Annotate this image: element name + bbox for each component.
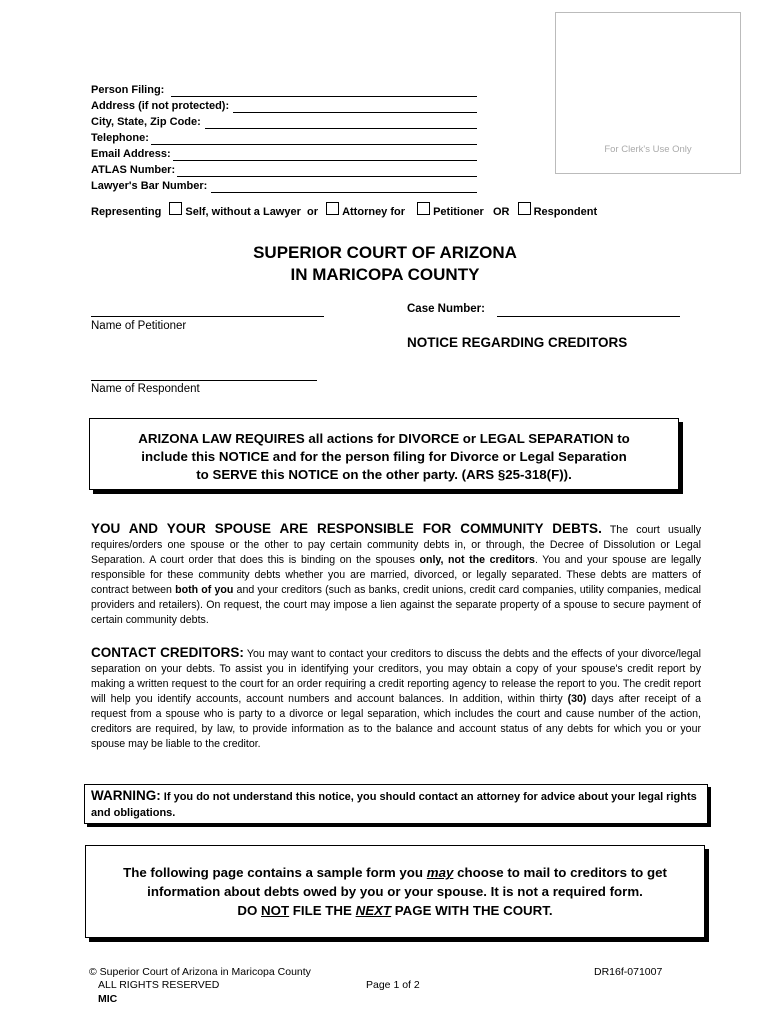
community-bold-1: only, not the creditors xyxy=(419,554,535,566)
self-checkbox[interactable] xyxy=(169,202,182,215)
respondent-name-line[interactable] xyxy=(91,380,317,381)
following-text-b: choose to mail to creditors to get information about debts owed by you or your spouse. It is not a required form. xyxy=(147,865,667,899)
footer-form-id: DR16f-071007 xyxy=(594,966,663,978)
telephone-field[interactable] xyxy=(91,132,477,147)
attorney-label: Attorney for xyxy=(342,206,406,218)
field-label: Address (if not protected): xyxy=(91,100,230,112)
fill-line xyxy=(233,112,477,113)
fill-line xyxy=(205,128,477,129)
clerk-use-label: For Clerk's Use Only xyxy=(604,144,692,155)
following-not: NOT xyxy=(261,903,290,918)
law-line1: ARIZONA LAW REQUIRES all actions for DIVORCE or LEGAL SEPARATION to xyxy=(138,431,630,446)
field-label: Lawyer's Bar Number: xyxy=(91,180,208,192)
respondent-label: Respondent xyxy=(533,206,598,218)
representing-row xyxy=(91,202,597,218)
following-text-c: DO xyxy=(237,903,262,918)
email-field[interactable] xyxy=(91,148,477,163)
footer-rights: ALL RIGHTS RESERVED xyxy=(98,979,220,991)
following-text-d: FILE THE xyxy=(289,903,356,918)
footer-mic: MIC xyxy=(98,993,118,1005)
petitioner-checkbox[interactable] xyxy=(417,202,430,215)
law-line2: include this NOTICE and for the person filing for Divorce or Legal Separation xyxy=(141,449,627,464)
atlas-number-field[interactable] xyxy=(91,164,477,179)
or-text: or xyxy=(307,206,319,218)
clerk-use-box xyxy=(555,12,741,174)
fill-line xyxy=(211,192,477,193)
community-bold-2: both of you xyxy=(175,584,234,596)
fill-line xyxy=(171,96,477,97)
court-title-line1: SUPERIOR COURT OF ARIZONA xyxy=(253,243,517,262)
person-filing-field[interactable] xyxy=(91,84,477,99)
fill-line xyxy=(173,160,477,161)
case-number-line[interactable] xyxy=(497,316,680,317)
self-label: Self, without a Lawyer xyxy=(185,206,301,218)
address-field[interactable] xyxy=(91,100,477,115)
community-heading: YOU AND YOUR SPOUSE ARE RESPONSIBLE FOR COMMUNITY DEBTS. xyxy=(91,521,602,536)
community-text-3: and your creditors (such as banks, credit unions, credit card companies, utility companies, medical providers and retailers). On request, the court may impose a lien against the separate property of a spouse to secure payment of certain community debts. xyxy=(91,584,701,626)
arizona-law-notice-box xyxy=(89,418,679,490)
petitioner-name-line[interactable] xyxy=(91,316,324,317)
respondent-label: Name of Respondent xyxy=(91,383,200,395)
bar-number-field[interactable] xyxy=(91,180,477,195)
warning-label: WARNING: xyxy=(91,788,161,803)
contact-heading: CONTACT CREDITORS: xyxy=(91,645,244,660)
fill-line xyxy=(177,176,477,177)
following-page-box xyxy=(85,845,705,938)
warning-box xyxy=(84,784,708,824)
petitioner-label: Petitioner xyxy=(433,206,484,218)
following-next: NEXT xyxy=(355,903,392,918)
notice-title: NOTICE REGARDING CREDITORS xyxy=(407,335,628,350)
respondent-checkbox[interactable] xyxy=(518,202,531,215)
community-debts-paragraph xyxy=(91,521,701,628)
field-label: Person Filing: xyxy=(91,84,165,96)
contact-creditors-paragraph xyxy=(91,645,701,752)
petitioner-label: Name of Petitioner xyxy=(91,320,187,332)
community-text-2: . You and your spouse are legally responsible for these community debts whether you are married, divorced, or legally separated. These debts are matters of contract between xyxy=(91,554,701,596)
field-label: ATLAS Number: xyxy=(91,164,176,176)
representing-label: Representing xyxy=(91,206,162,218)
fill-line xyxy=(151,144,477,145)
field-label: Telephone: xyxy=(91,132,149,144)
contact-bold-1: (30) xyxy=(567,693,587,705)
contact-text-2: days after receipt of a request from a spouse who is party to a divorce or legal separation, which includes the court and cause number of the action, creditors are required, by law, to provide information as to the balance and account status of any debts for which you or your spouse may be liable to the creditor. xyxy=(91,693,701,750)
footer-copyright: © Superior Court of Arizona in Maricopa County xyxy=(89,966,311,978)
field-label: City, State, Zip Code: xyxy=(91,116,201,128)
attorney-checkbox[interactable] xyxy=(326,202,339,215)
contact-text-1: You may want to contact your creditors to discuss the debts and the effects of your divorce/legal separation on your debts. To assist you in identifying your creditors, you may obtain a copy of your spouse's credit report by making a written request to the court for an order requiring a credit reporting agency to release the report to you. The credit report will help you identify accounts, account numbers and account balances. In addition, within thirty xyxy=(91,648,701,705)
following-text-a: The following page contains a sample form you xyxy=(123,865,427,880)
law-line3: to SERVE this NOTICE on the other party. (ARS §25-318(F)). xyxy=(196,467,572,482)
warning-text: If you do not understand this notice, you should contact an attorney for advice about your legal rights and obligations. xyxy=(91,791,697,819)
court-title-line2: IN MARICOPA COUNTY xyxy=(290,265,480,284)
field-label: Email Address: xyxy=(91,148,171,160)
following-text-e: PAGE WITH THE COURT. xyxy=(391,903,553,918)
community-text-1: The court usually requires/orders one spouse or the other to pay certain community debts in, or through, the Decree of Dissolution or Legal Separation. A court order that does this is binding on the spouses xyxy=(91,524,702,566)
footer-page-number: Page 1 of 2 xyxy=(366,979,420,991)
or-text-2: OR xyxy=(493,206,510,218)
following-may: may xyxy=(426,865,454,880)
case-number-label: Case Number: xyxy=(407,303,485,315)
city-state-zip-field[interactable] xyxy=(91,116,477,131)
court-title xyxy=(0,242,770,286)
